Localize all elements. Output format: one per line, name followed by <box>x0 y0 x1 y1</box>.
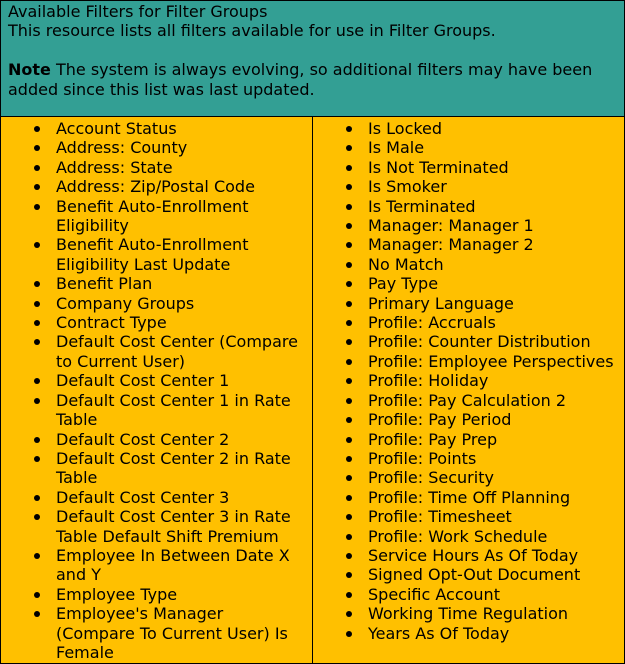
table-header <box>1 1 624 117</box>
filter-item: Signed Opt-Out Document <box>313 565 624 584</box>
filter-item: Pay Type <box>313 274 624 293</box>
filter-item: Company Groups <box>1 294 312 313</box>
filter-item: Is Terminated <box>313 197 624 216</box>
filter-item: Profile: Points <box>313 449 624 468</box>
filter-item: Manager: Manager 1 <box>313 216 624 235</box>
filter-item: Is Locked <box>313 119 624 138</box>
filter-item: Profile: Time Off Planning <box>313 488 624 507</box>
filter-item: Default Cost Center 1 <box>1 371 312 390</box>
filter-item: Profile: Pay Calculation 2 <box>313 391 624 410</box>
filter-item: Default Cost Center 1 in Rate Table <box>1 391 312 430</box>
filter-item: Is Smoker <box>313 177 624 196</box>
filter-item: Is Male <box>313 138 624 157</box>
filter-item: Profile: Counter Distribution <box>313 332 624 351</box>
filter-item: Profile: Timesheet <box>313 507 624 526</box>
filter-item: Benefit Auto-Enrollment Eligibility Last Update <box>1 235 312 274</box>
filter-item: Profile: Employee Perspectives <box>313 352 624 371</box>
filter-item: Years As Of Today <box>313 624 624 643</box>
filter-item: Employee Type <box>1 585 312 604</box>
filter-item: Default Cost Center (Compare to Current User) <box>1 332 312 371</box>
filter-item: Specific Account <box>313 585 624 604</box>
filter-item: Default Cost Center 3 in Rate Table Default Shift Premium <box>1 507 312 546</box>
note-label: Note <box>8 60 51 80</box>
note-paragraph <box>8 60 618 99</box>
filter-item: Primary Language <box>313 294 624 313</box>
note-text: The system is always evolving, so additional filters may have been added since this list was last updated. <box>8 60 593 99</box>
filter-item: Is Not Terminated <box>313 158 624 177</box>
filter-item: No Match <box>313 255 624 274</box>
filter-item: Profile: Pay Prep <box>313 430 624 449</box>
table-description: This resource lists all filters available for use in Filter Groups. <box>8 21 496 41</box>
filter-item: Profile: Pay Period <box>313 410 624 429</box>
filters-column-left <box>1 117 313 663</box>
filter-item: Profile: Accruals <box>313 313 624 332</box>
filter-item: Profile: Holiday <box>313 371 624 390</box>
filters-list-left <box>1 117 312 662</box>
filter-item: Employee's Manager (Compare To Current User) Is Female <box>1 604 312 662</box>
filter-item: Address: County <box>1 138 312 157</box>
filters-list-right <box>313 117 624 643</box>
filter-item: Default Cost Center 2 <box>1 430 312 449</box>
filter-item: Benefit Plan <box>1 274 312 293</box>
header-spacer <box>8 41 618 60</box>
filter-item: Address: Zip/Postal Code <box>1 177 312 196</box>
filter-item: Default Cost Center 3 <box>1 488 312 507</box>
table-title: Available Filters for Filter Groups <box>8 2 268 21</box>
filters-column-right <box>313 117 624 663</box>
filter-item: Profile: Security <box>313 468 624 487</box>
filter-item: Manager: Manager 2 <box>313 235 624 254</box>
filter-item: Service Hours As Of Today <box>313 546 624 565</box>
filter-item: Working Time Regulation <box>313 604 624 623</box>
filter-item: Account Status <box>1 119 312 138</box>
filter-item: Profile: Work Schedule <box>313 527 624 546</box>
filter-item: Employee In Between Date X and Y <box>1 546 312 585</box>
filter-item: Address: State <box>1 158 312 177</box>
filter-item: Default Cost Center 2 in Rate Table <box>1 449 312 488</box>
filter-item: Benefit Auto-Enrollment Eligibility <box>1 197 312 236</box>
filter-item: Contract Type <box>1 313 312 332</box>
